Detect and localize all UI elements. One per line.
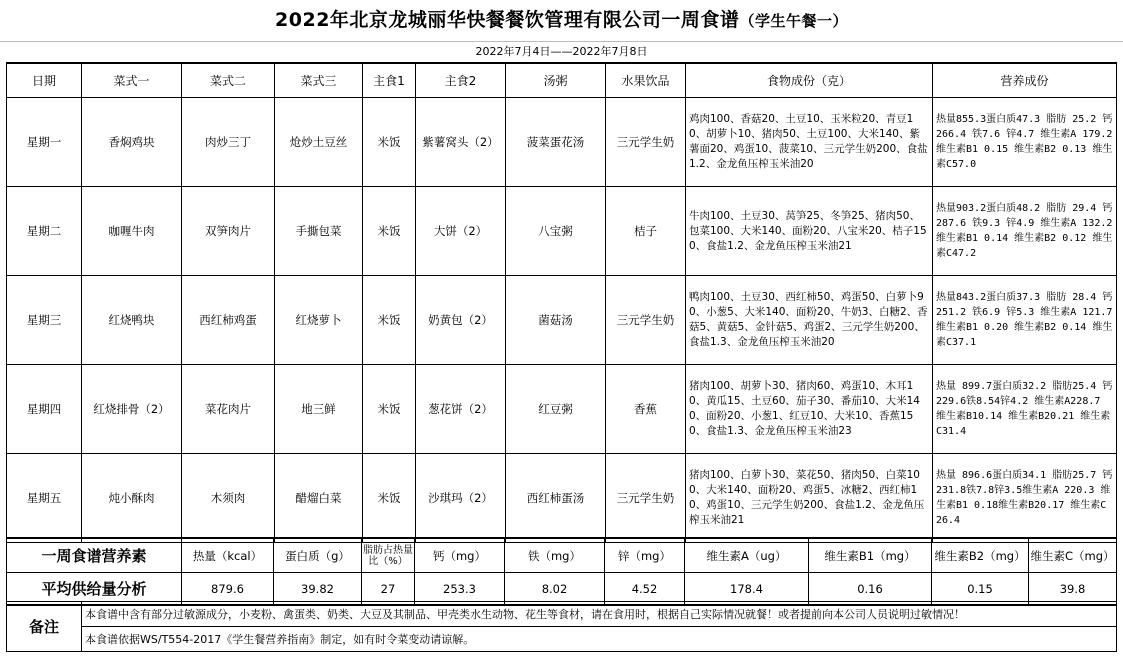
staple2-cell: 大饼（2） [416, 187, 506, 276]
summary-header: 钙（mg） [415, 538, 505, 573]
food-cell: 鸡肉100、香菇20、土豆10、玉米粒20、青豆10、胡萝卜10、猪肉50、土豆100、大米140、紫薯面20、鸡蛋10、菠菜10、三元学生奶200、食盐1.2、金龙鱼压榨玉米油20 [686, 98, 933, 187]
header-date: 日期 [7, 63, 82, 98]
nutrition-cell: 热量 899.7蛋白质32.2 脂肪25.4 钙229.6铁8.54锌4.2 维生素A228.7 维生素B10.14 维生素B20.21 维生素C31.4 [933, 365, 1117, 454]
nutrition-cell: 热量855.3蛋白质47.3 脂肪 25.2 钙 266.4 铁7.6 锌4.7 维生素A 179.2 维生素B1 0.15 维生素B2 0.13 维生素C57.0 [933, 98, 1117, 187]
note-row [7, 602, 1117, 627]
dish1-cell: 炖小酥肉 [82, 454, 182, 543]
staple1-cell: 米饭 [363, 98, 416, 187]
header-soup: 汤粥 [506, 63, 606, 98]
table-row [7, 276, 1117, 365]
dish1-cell: 香焖鸡块 [82, 98, 182, 187]
dish3-cell: 地三鲜 [275, 365, 363, 454]
summary-header-row [7, 538, 1117, 573]
summary-value: 0.15 [932, 573, 1029, 606]
food-cell: 牛肉100、土豆30、莴笋25、冬笋25、猪肉50、包菜100、大米140、面粉20、八宝米20、桔子150、食盐1.2、金龙鱼压榨玉米油21 [686, 187, 933, 276]
day-cell: 星期一 [7, 98, 82, 187]
summary-value: 8.02 [505, 573, 605, 606]
staple1-cell: 米饭 [363, 187, 416, 276]
table-row [7, 365, 1117, 454]
page-title [0, 0, 1123, 40]
header-dish2: 菜式二 [182, 63, 275, 98]
nutrition-cell: 热量903.2蛋白质48.2 脂肪 29.4 钙 287.6 铁9.3 锌4.9 维生素A 132.2 维生素B1 0.14 维生素B2 0.12 维生素C47.2 [933, 187, 1117, 276]
title-sub: （学生午餐一） [739, 12, 848, 30]
fruit-cell: 三元学生奶 [606, 98, 686, 187]
note-standard: 本食谱依据WS/T554-2017《学生餐营养指南》制定，如有时令菜变动请谅解。 [82, 627, 1117, 652]
fruit-cell: 三元学生奶 [606, 276, 686, 365]
soup-cell: 菠菜蛋花汤 [506, 98, 606, 187]
dish1-cell: 红烧排骨（2） [82, 365, 182, 454]
dish2-cell: 木须肉 [182, 454, 275, 543]
note-allergen: 本食谱中含有部分过敏源成分，小麦粉、禽蛋类、奶类、大豆及其制品、甲壳类水生动物、花生等食材，请在食用时，根据自己实际情况就餐！或者提前向本公司人员说明过敏情况！ [82, 602, 1117, 627]
dish2-cell: 肉炒三丁 [182, 98, 275, 187]
dish3-cell: 红烧萝卜 [275, 276, 363, 365]
staple2-cell: 紫薯窝头（2） [416, 98, 506, 187]
staple2-cell: 奶黄包（2） [416, 276, 506, 365]
dish2-cell: 菜花肉片 [182, 365, 275, 454]
summary-value: 178.4 [685, 573, 809, 606]
food-cell: 猪肉100、白萝卜30、菜花50、猪肉50、白菜100、大米140、面粉20、鸡蛋5、冰糖2、西红柿10、鸡蛋10、三元学生奶200、食盐1.2、金龙鱼压榨玉米油21 [686, 454, 933, 543]
dish1-cell: 红烧鸭块 [82, 276, 182, 365]
food-cell: 猪肉100、胡萝卜30、猪肉60、鸡蛋10、木耳10、黄瓜15、土豆60、茄子30、番茄10、大米140、面粉20、小葱1、红豆10、大米10、香蕉150、食盐1.3、金龙鱼压榨玉米油23 [686, 365, 933, 454]
date-range: 2022年7月4日——2022年7月8日 [0, 41, 1123, 62]
dish2-cell: 西红柿鸡蛋 [182, 276, 275, 365]
summary-label-average: 平均供给量分析 [7, 573, 182, 606]
summary-header: 铁（mg） [505, 538, 605, 573]
day-cell: 星期四 [7, 365, 82, 454]
header-dish1: 菜式一 [82, 63, 182, 98]
summary-header: 维生素A（ug） [685, 538, 809, 573]
summary-header: 维生素B1（mg） [809, 538, 932, 573]
notes-label: 备注 [7, 602, 82, 652]
day-cell: 星期三 [7, 276, 82, 365]
table-row [7, 187, 1117, 276]
header-food: 食物成份（克） [686, 63, 933, 98]
staple2-cell: 葱花饼（2） [416, 365, 506, 454]
summary-label-nutrients: 一周食谱营养素 [7, 538, 182, 573]
summary-header: 锌（mg） [605, 538, 685, 573]
summary-value: 27 [362, 573, 415, 606]
food-cell: 鸭肉100、土豆30、西红柿50、鸡蛋50、白萝卜90、小葱5、大米140、面粉20、牛奶3、白糖2、香菇5、黄菇5、金针菇5、鸡蛋2、三元学生奶200、食盐1.3、金龙鱼压榨玉米油20 [686, 276, 933, 365]
weekly-menu-table [6, 62, 1117, 543]
summary-header: 维生素B2（mg） [932, 538, 1029, 573]
dish3-cell: 炝炒土豆丝 [275, 98, 363, 187]
staple2-cell: 沙琪玛（2） [416, 454, 506, 543]
soup-cell: 红豆粥 [506, 365, 606, 454]
soup-cell: 八宝粥 [506, 187, 606, 276]
fruit-cell: 三元学生奶 [606, 454, 686, 543]
soup-cell: 菌菇汤 [506, 276, 606, 365]
staple1-cell: 米饭 [363, 454, 416, 543]
header-nutrition: 营养成份 [933, 63, 1117, 98]
header-fruit: 水果饮品 [606, 63, 686, 98]
day-cell: 星期二 [7, 187, 82, 276]
summary-header: 脂肪占热量比（%） [362, 538, 415, 573]
summary-header: 维生素C（mg） [1029, 538, 1117, 573]
table-row [7, 98, 1117, 187]
day-cell: 星期五 [7, 454, 82, 543]
dish2-cell: 双笋肉片 [182, 187, 275, 276]
staple1-cell: 米饭 [363, 276, 416, 365]
nutrition-summary-table [6, 537, 1117, 606]
nutrition-cell: 热量 896.6蛋白质34.1 脂肪25.7 钙231.8铁7.8锌3.5维生素A 220.3 维生素B1 0.18维生素B20.17 维生素C 26.4 [933, 454, 1117, 543]
summary-value: 39.82 [274, 573, 362, 606]
summary-value: 39.8 [1029, 573, 1117, 606]
header-staple2: 主食2 [416, 63, 506, 98]
header-staple1: 主食1 [363, 63, 416, 98]
header-dish3: 菜式三 [275, 63, 363, 98]
header-row [7, 63, 1117, 98]
summary-header: 热量（kcal） [182, 538, 274, 573]
fruit-cell: 香蕉 [606, 365, 686, 454]
dish3-cell: 醋熘白菜 [275, 454, 363, 543]
summary-value: 253.3 [415, 573, 505, 606]
table-row [7, 454, 1117, 543]
notes-table [6, 601, 1117, 652]
note-row [7, 627, 1117, 652]
summary-value: 879.6 [182, 573, 274, 606]
summary-value: 4.52 [605, 573, 685, 606]
fruit-cell: 桔子 [606, 187, 686, 276]
title-main: 2022年北京龙城丽华快餐餐饮管理有限公司一周食谱 [275, 9, 740, 31]
soup-cell: 西红柿蛋汤 [506, 454, 606, 543]
nutrition-cell: 热量843.2蛋白质37.3 脂肪 28.4 钙 251.2 铁6.9 锌5.3 维生素A 121.7 维生素B1 0.20 维生素B2 0.14 维生素C37.1 [933, 276, 1117, 365]
dish3-cell: 手撕包菜 [275, 187, 363, 276]
summary-header: 蛋白质（g） [274, 538, 362, 573]
staple1-cell: 米饭 [363, 365, 416, 454]
dish1-cell: 咖喱牛肉 [82, 187, 182, 276]
summary-value: 0.16 [809, 573, 932, 606]
